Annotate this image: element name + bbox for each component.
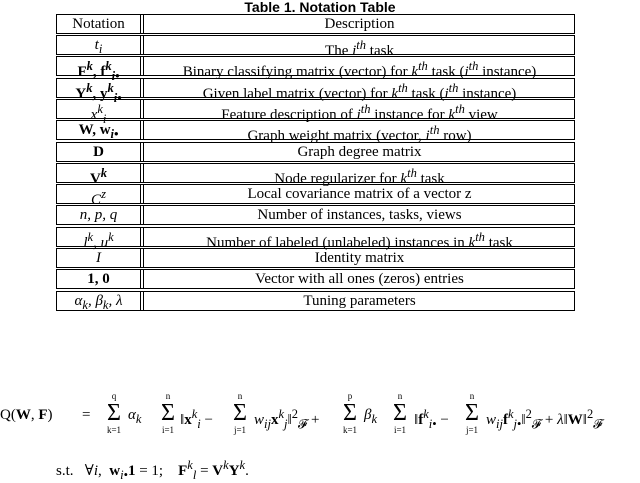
table-row — [56, 35, 575, 59]
sum-symbol: n Σ i=1 — [393, 391, 407, 435]
description-cell: Graph weight matrix (vector, $i^{th}$ row) — [247, 123, 472, 144]
formula-term: $\alpha_k$ — [128, 407, 142, 426]
table-row — [56, 227, 575, 251]
formula-term: $‖f^k_{i•}$ − — [414, 407, 449, 431]
table-row — [56, 184, 575, 208]
formula-lhs-text — [0, 0, 1, 1]
notation-cell: I — [96, 250, 101, 266]
description-cell: Feature description of $i^{th}$ instance for $k^{th}$ view — [221, 102, 498, 123]
description-cell: Number of instances, tasks, views — [257, 207, 462, 223]
description-cell: Tuning parameters — [303, 293, 416, 309]
formula-constraint: s.t. ∀i, $w_{i•}1 = 1$; $F^k_l = V^kY^k$. — [56, 458, 249, 482]
notation-cell: $x^k_i$ — [90, 102, 107, 126]
notation-cell: $t_i$ — [94, 37, 103, 56]
notation-cell: 1, 0 — [87, 271, 110, 287]
header-notation: Notation — [72, 16, 125, 32]
table-row — [56, 78, 575, 105]
notation-cell: $V^k$ — [89, 166, 108, 187]
formula-equals: = — [82, 407, 91, 423]
notation-cell: $C^z$ — [91, 187, 106, 208]
notation-cell: $l^k$, $u^k$ — [83, 230, 114, 251]
description-cell: Vector with all ones (zeros) entries — [255, 271, 464, 287]
notation-cell: D — [93, 144, 104, 160]
description-cell: Binary classifying matrix (vector) for $k^{th}$ task ($i^{th}$ instance) — [182, 59, 537, 80]
notation-cell: $\alpha_k$, $\beta_k$, λ — [74, 293, 123, 312]
notation-cell: $F^k$, $f^k_{i•}$ — [77, 59, 120, 83]
description-cell: Node regularizer for $k^{th}$ task — [274, 166, 445, 187]
table-row — [56, 120, 575, 144]
formula-term: $‖x^k_i$ − — [180, 407, 213, 431]
table-row — [56, 142, 575, 162]
description-cell: Graph degree matrix — [297, 144, 422, 160]
header-description: Description — [324, 16, 395, 32]
sum-symbol: n Σ i=1 — [161, 391, 175, 435]
notation-cell: W, $w_{i•}$ — [78, 122, 119, 141]
notation-cell: n, p, q — [79, 207, 118, 223]
table-row — [56, 291, 575, 311]
formula-lhs: Q(W, F) — [0, 407, 53, 423]
table-header-row — [56, 14, 575, 34]
formula-term: $w_{ij}f^k_{j•}‖^2_𝓕$ + λ‖W‖$^2_𝓕$ — [486, 407, 603, 431]
sum-symbol: n Σ j=1 — [233, 391, 247, 435]
description-cell: Given label matrix (vector) for $k^{th}$ task ($i^{th}$ instance) — [202, 81, 517, 102]
formula-term: $\beta_k$ — [364, 407, 378, 426]
sum-symbol: p Σ k=1 — [342, 391, 358, 435]
description-cell: The $i^{th}$ task — [325, 38, 394, 59]
notation-cell: $Y^k$, $y^k_{i•}$ — [75, 81, 122, 105]
table-row — [56, 205, 575, 225]
table-row — [56, 99, 575, 126]
description-cell: Number of labeled (unlabeled) instances in $k^{th}$ task — [206, 230, 513, 251]
sum-symbol: n Σ j=1 — [465, 391, 479, 435]
sum-symbol: q Σ k=1 — [106, 391, 122, 435]
table-row — [56, 56, 575, 83]
table-row — [56, 163, 575, 187]
table-row — [56, 269, 575, 289]
formula-term: $w_{ij}x^k_j‖^2_𝓕$ + — [254, 407, 320, 431]
description-cell: Local covariance matrix of a vector z — [247, 186, 472, 202]
description-cell: Identity matrix — [314, 250, 405, 266]
table-row — [56, 248, 575, 268]
objective-formula — [0, 391, 640, 435]
table-caption: Table 1. Notation Table — [244, 0, 396, 15]
